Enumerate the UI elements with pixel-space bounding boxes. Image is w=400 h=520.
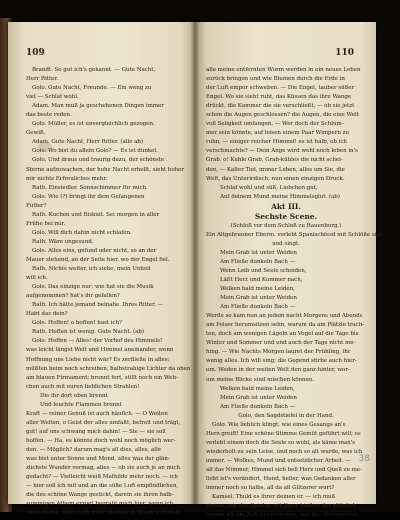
text-line: Rath. Kuchen und Biskuit. Sei morgen in aller [32,211,160,218]
text-line: ruhn, — einiger reicher Himmel! es ist halb, ob ich [206,139,347,146]
text-line: Wenn Leib und Seele scheiden, [220,267,307,274]
text-line: gedacht? — Vielleicht weiß Mathilde mehr noch. — ich [26,474,178,481]
text-line: Golo. Das einzige nur: wie hat sie die Musik [32,284,154,291]
text-line: den, — Kalter Tod, immer Leben, alles um Sie, die [206,166,345,173]
right-page-text [206,66,383,520]
text-line: all das Nimmer, Himmel sich hell Herz und Quell zu me- [206,466,362,473]
text-line: Adam. Gute Nacht, Herr Ritter. (alle ab) [32,139,144,146]
text-line: der Luft empor schweben. — Die Engel, tauber süßer [206,85,355,92]
text-line: Golo. Wie (?) bringt ihr dem Gefangenen [32,193,145,200]
text-line: Golo. Will dich dahin nicht schlafen. [32,229,132,236]
text-line: hing. — Wie Nachts Morgen lauret der Frühling, ihr [206,349,351,356]
text-line: Schlaf wohl und süß, Liebchen gut, [220,184,318,191]
text-line: den. — Möglich? darum mag's all dies, alles, alle [26,446,161,453]
text-line: müßten heim noch schreiben, halbstrahige Lichter da oben [26,365,191,372]
text-line: Herr Ritter. [26,76,59,83]
text-line: Ein Altgebrauner Eberm. vorlebt Spanischfesd mit Schlöße sips [206,231,383,238]
text-line: drückt, die Kammer die sie verschließt, — ob sie jetzt [206,103,355,110]
text-line: gut! auf uns schwang mich dahin! — Sie — sie soll [26,428,166,435]
text-line: ten, doch am wenigen Lägeln an Vogel auf die Tage bis [206,331,359,338]
text-line: einst sterbe, mein Leib trübt niemals in Staub zerfallen, [26,510,181,517]
text-line: verlebt einem doch die Seele so wohl, als käme man's [206,439,355,446]
text-line: Winter und Sommer und und auch der Tage nicht me- [206,340,356,347]
right-page [194,22,383,519]
text-line: sinnen, wie des Spielen mit Jäger hiniber der plötzlich [206,503,357,510]
text-line: Herz greift! Eine schöne Stimme Gemüt geführt will; es [206,430,361,437]
text-line: Sechste Scene. [254,211,318,221]
text-line: Brandt. So gut ich's gekannt. — Gute Nacht, [32,67,156,73]
text-line: alle meine entfernten Wurm werden in ein neues Leben [206,67,361,73]
text-line: Mauer stehend, an der Seite hier, wo der Engel fiel. [26,256,170,263]
text-line: Kamsel. Thuld es ihrer deinen er. — ich muß [212,494,336,501]
text-line: Golo. Alles eins, gefund oder nicht, so an der [32,247,157,254]
text-line: Kraft — reiner Genuß ist auch häufich. — O Weiten [26,410,168,417]
text-line: chen auch mit euren lieblichen Strahlen! [26,383,140,390]
open-book [8,22,383,519]
text-line: Sterne aufzuwachen, der hohe Nacht erhellt, sieht hoher [26,166,184,173]
text-line: Welken bald meine Leiden, [220,286,295,293]
text-line: Läßt Herz und Kummer nach, [220,276,303,283]
text-line: Rath. Einsiedler. Sonnschimmer für mich. [32,184,148,191]
text-line: voll Seligkeit umfangen. — Wer doch der Schlum- [206,121,344,128]
text-line: Golo. Und draus und traurig dazu, der schönste [32,157,165,164]
text-line: wenig alles. Ich will sing; die Gegend stirbe auch hier- [206,358,357,365]
text-line: Mein Grab ist unter Weiden [220,394,297,401]
text-line: Am Fließe dunkeln Bach — [220,403,296,410]
text-line: immer. — Wolkes, Mund und entsetzlicher Arbeit. — [206,457,351,464]
text-line: summigen Athem erzog! begrabt mich hier, wenn ich [26,501,174,508]
paper-stain [38,142,52,152]
book-gutter [190,22,200,504]
text-line: Akt III. [271,201,301,211]
text-line: Engel. Wo sie sieht ruht, das Küssen das ihre Wange [206,94,352,101]
text-line: Werde so kam nun an jedem nacht Morgens und Abends [206,313,363,320]
text-line: Welken bald meine Leiden, [220,385,295,392]
text-line: Golo. Wo bist du allein Golo? — Es ist dunkel. [32,148,158,155]
shelf-mark: 38 [358,454,370,464]
text-line: immer noch so halbs, all da all Glitzerer wurt? [206,485,335,492]
text-line: Adam. Man muß ja geschehenen Dingen immer [32,103,164,110]
text-line: verschmachte? — Dein Ange wird wohl noch leben in's [206,148,358,155]
text-line: was bist unter Sonne und Mond, alles was der glän- [26,456,170,463]
text-line: viel — Schlaf wohl. [26,94,79,101]
text-line: zlichste Wunder vermag, alles — ob sie auch je an mich [26,465,180,472]
text-line: aufgenommen? hat's ihr gefallen? [26,293,120,300]
text-line: Mein Grab ist unter Weiden [220,249,297,256]
left-page [8,22,196,517]
text-line: mir nichts Erfreuliches mehr. [26,175,108,182]
text-line: Am Fließe dunkeln Bach — [220,258,296,265]
text-line: Golo. Wie lieblich klingt, wie eines Gesangs an's [212,421,346,428]
text-line: Gewiß. [26,130,46,137]
text-line: was leicht längst Welt und Himmel aneinander, wenn [26,347,174,354]
text-line: Mein Grab ist unter Weiden [220,295,297,302]
text-line: Futter? [26,202,47,209]
left-page-number: 109 [26,48,45,58]
text-line: Golo. Müller, es ist unvergleichlich gezogen. [32,121,155,128]
text-line: Am Fließe dunkeln Bach — [220,304,296,311]
text-line: die des schöne Wange gestickt, darein sie ihren halb- [26,492,174,499]
text-line: Rath. Ich hätte jemand beinahe. Ihres Ritter. — [32,302,164,309]
left-page-text [26,66,190,518]
text-line: Rath. Nichts weiter, ich siehe, mein Unheil [32,266,151,273]
text-line: zurück bringen und wie Blumen durch die Erde in [206,76,345,83]
text-line: will ich. [26,275,48,282]
text-line: Und leuchte Flammen brennt [40,401,122,408]
text-line: Golo, den Sagdstiefel in der Hand. [238,412,334,419]
text-line: Hoffnung uns Liebe nicht wär? Es zerfließe in alles; [26,356,170,363]
text-line: um. Weden in der weiten Welt den ganz hinter, wor- [206,367,350,374]
text-line: das beste reden. [26,112,72,119]
text-line: Rath. Wäre ungesund. [32,238,94,245]
text-line: Rath. Hoffen ist wenig. Gute Nacht. (ab) [32,329,144,336]
text-line: schon die Augen geschlossen? die Augen, die eine Welt [206,112,359,119]
text-line: am blauen Firmament; brennt fort, stillt noch ein Weh- [26,374,178,381]
text-line: Frühe bei mir. [26,220,66,227]
text-line: Golo. Hoffen! o hoffen! hast ich? [32,320,122,327]
text-line: — hier soll ich mit und an die süße Luft empfindlichen, [26,483,179,490]
text-line: liebt ist's verändert, Hund, heiler, was Gedanken aller [206,476,356,483]
text-line: um meine Blicke sind mischen können. [206,376,315,383]
text-line: (Schloß vor dem Schloß zu Rauenburg.) [230,222,342,229]
text-line: Auf deinem Mund meine Himmelsglut. (ab) [220,193,340,200]
text-line: aller Weiten, o Geist der alles umfaßt, befreit und trägt, [26,419,181,426]
text-line: am Felser herumsitzen sehn, warum da am Plätzle trach- [206,322,365,329]
text-line: Die ihr dort oben brennt [40,392,108,399]
text-line: und singt. [272,240,300,247]
right-page-number: 110 [335,48,354,58]
text-line: wiederholt zu sein Leise, und noch so alt wurde, was ich [206,448,363,455]
text-line: Grab. o! Kuhle Grab, Grab-kühles die nicht schei- [206,157,343,164]
text-line: Golo. Gute Nacht, Freunde. — Ein weng zu [32,85,152,92]
text-line: Welt, das Unterirdisch, nun einen einzigen Druck. [206,175,345,182]
text-line: mer sein könnte, auf leisen einem Paar Wimpern zu [206,130,350,137]
text-line: Armen ich die Zeit zu verbreiten, fast das Wunderwort. [206,512,360,519]
text-line: Golo. Hoffen — Alles! der Vorhof des Himmels! [32,338,163,345]
text-line: hoffen. — Ha, es könnte doch wohl noch möglich wer- [26,437,176,444]
text-line: Habt das dein? [26,311,68,318]
